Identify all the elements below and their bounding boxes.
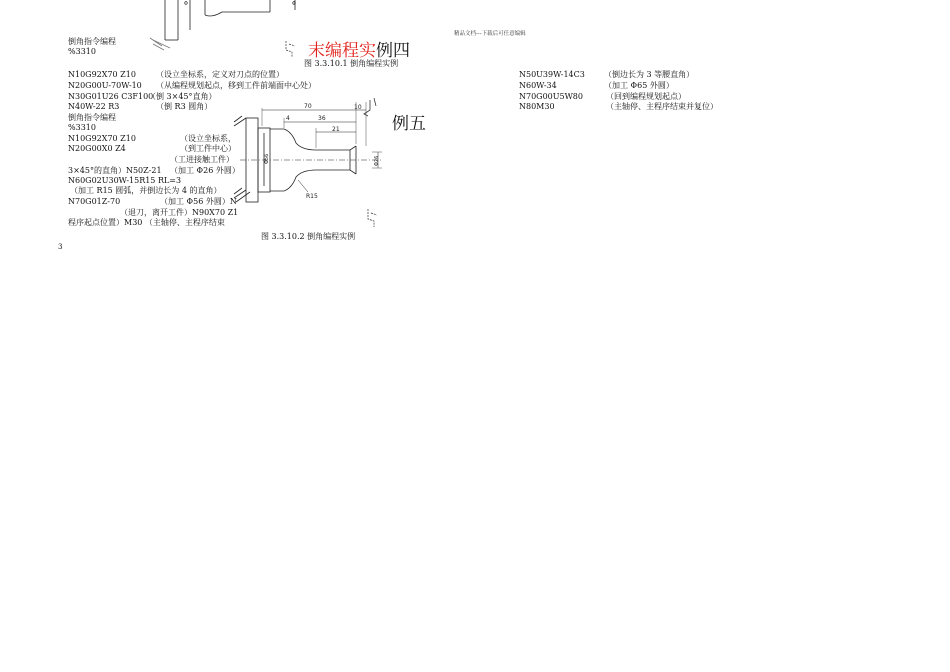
ex4-right-line-4-code: N80M30 bbox=[519, 102, 555, 111]
ex4-line-1-code: N10G92X70 Z10 bbox=[68, 70, 136, 79]
ex5-line-4-comment: （加工 Φ26 外圆） bbox=[170, 166, 240, 175]
example5-program-no: %3310 bbox=[68, 123, 96, 132]
ex4-line-1-comment: （设立坐标系，定义对刀点的位置） bbox=[156, 70, 284, 79]
dim-70-label: 70 bbox=[304, 103, 312, 110]
example5-heading: 例五 bbox=[392, 114, 426, 134]
example4-label: 倒角指令编程 bbox=[68, 37, 116, 46]
example5-drawing bbox=[232, 98, 392, 223]
dim-r15-label: R15 bbox=[306, 193, 318, 200]
tool-icon-2 bbox=[365, 208, 381, 230]
page-number: 3 bbox=[58, 243, 63, 251]
ex5-line-7-comment: （加工 Φ56 外圆）N bbox=[160, 197, 237, 206]
ex4-right-line-3-code: N70G00U5W80 bbox=[519, 92, 583, 101]
ex4-line-2-comment: （从编程规划起点，移到工件前端面中心处） bbox=[156, 81, 316, 90]
ex4-right-line-1-comment: （倒边长为 3 等腰直角） bbox=[604, 70, 695, 79]
ex4-right-line-2-comment: （加工 Φ65 外圆） bbox=[604, 81, 674, 90]
dim-d56-label: Φ56 bbox=[264, 153, 270, 164]
example4-caption: 图 3.3.10.1 倒角编程实例 bbox=[304, 59, 399, 68]
example4-program-no: %3310 bbox=[68, 47, 96, 56]
ex4-line-4-code: N40W-22 R3 bbox=[68, 102, 120, 111]
dim-36-label: 36 bbox=[318, 115, 326, 122]
ex4-right-line-4-comment: （主轴停、主程序结束并复位） bbox=[606, 102, 718, 111]
header-note: 精品文档---下载后可任意编辑 bbox=[454, 31, 526, 37]
svg-text:Φ: Φ bbox=[184, 1, 188, 7]
ex4-right-line-1-code: N50U39W-14C3 bbox=[519, 70, 585, 79]
example4-heading-red: 末编程实 bbox=[308, 41, 376, 61]
ex5-line-2-code: N20G00X0 Z4 bbox=[68, 144, 126, 153]
dim-d26-label: Φ26 bbox=[374, 155, 380, 166]
ex5-line-7-code: N70G01Z-70 bbox=[68, 197, 121, 206]
ex5-line-2-comment: （到工件中心） bbox=[180, 144, 236, 153]
ex4-line-4-comment: （倒 R3 圆角） bbox=[156, 102, 213, 111]
ex4-right-line-2-code: N60W-34 bbox=[519, 81, 557, 90]
ex4-right-line-3-comment: （回到编程规划起点） bbox=[606, 92, 686, 101]
ex5-line-1-comment: （设立坐标系， bbox=[180, 134, 236, 143]
ex5-line-3: （工进接触工件） bbox=[170, 155, 234, 164]
example5-label: 倒角指令编程 bbox=[68, 113, 116, 122]
ex4-line-2-code: N20G00U-70W-10 bbox=[68, 81, 142, 90]
dim-10-label: 10 bbox=[354, 104, 362, 111]
ex4-line-3-code: N30G01U26 C3F100 bbox=[68, 92, 154, 101]
ex5-line-6: （加工 R15 圆弧，并倒边长为 4 的直角） bbox=[70, 186, 222, 195]
ex5-line-1-code: N10G92X70 Z10 bbox=[68, 134, 136, 143]
ex5-line-4: 3×45°的直角）N50Z-21 bbox=[68, 166, 162, 175]
svg-text:Φ: Φ bbox=[292, 1, 296, 7]
ex5-line-5: N60G02U30W-15R15 RL=3 bbox=[68, 176, 182, 185]
example4-heading-black: 例四 bbox=[376, 41, 410, 61]
ex5-line-9: 程序起点位置）M30 （主轴停、主程序结束 bbox=[68, 218, 225, 227]
dim-21-label: 21 bbox=[332, 126, 340, 133]
dim-4-label: 4 bbox=[286, 115, 290, 122]
ex5-line-8: （退刀，离开工件）N90X70 Z1 bbox=[120, 208, 239, 217]
example5-caption: 图 3.3.10.2 倒角编程实例 bbox=[261, 232, 356, 241]
ex4-line-3-comment: （倒 3×45°直角） bbox=[148, 92, 217, 101]
tool-icon bbox=[283, 40, 299, 60]
